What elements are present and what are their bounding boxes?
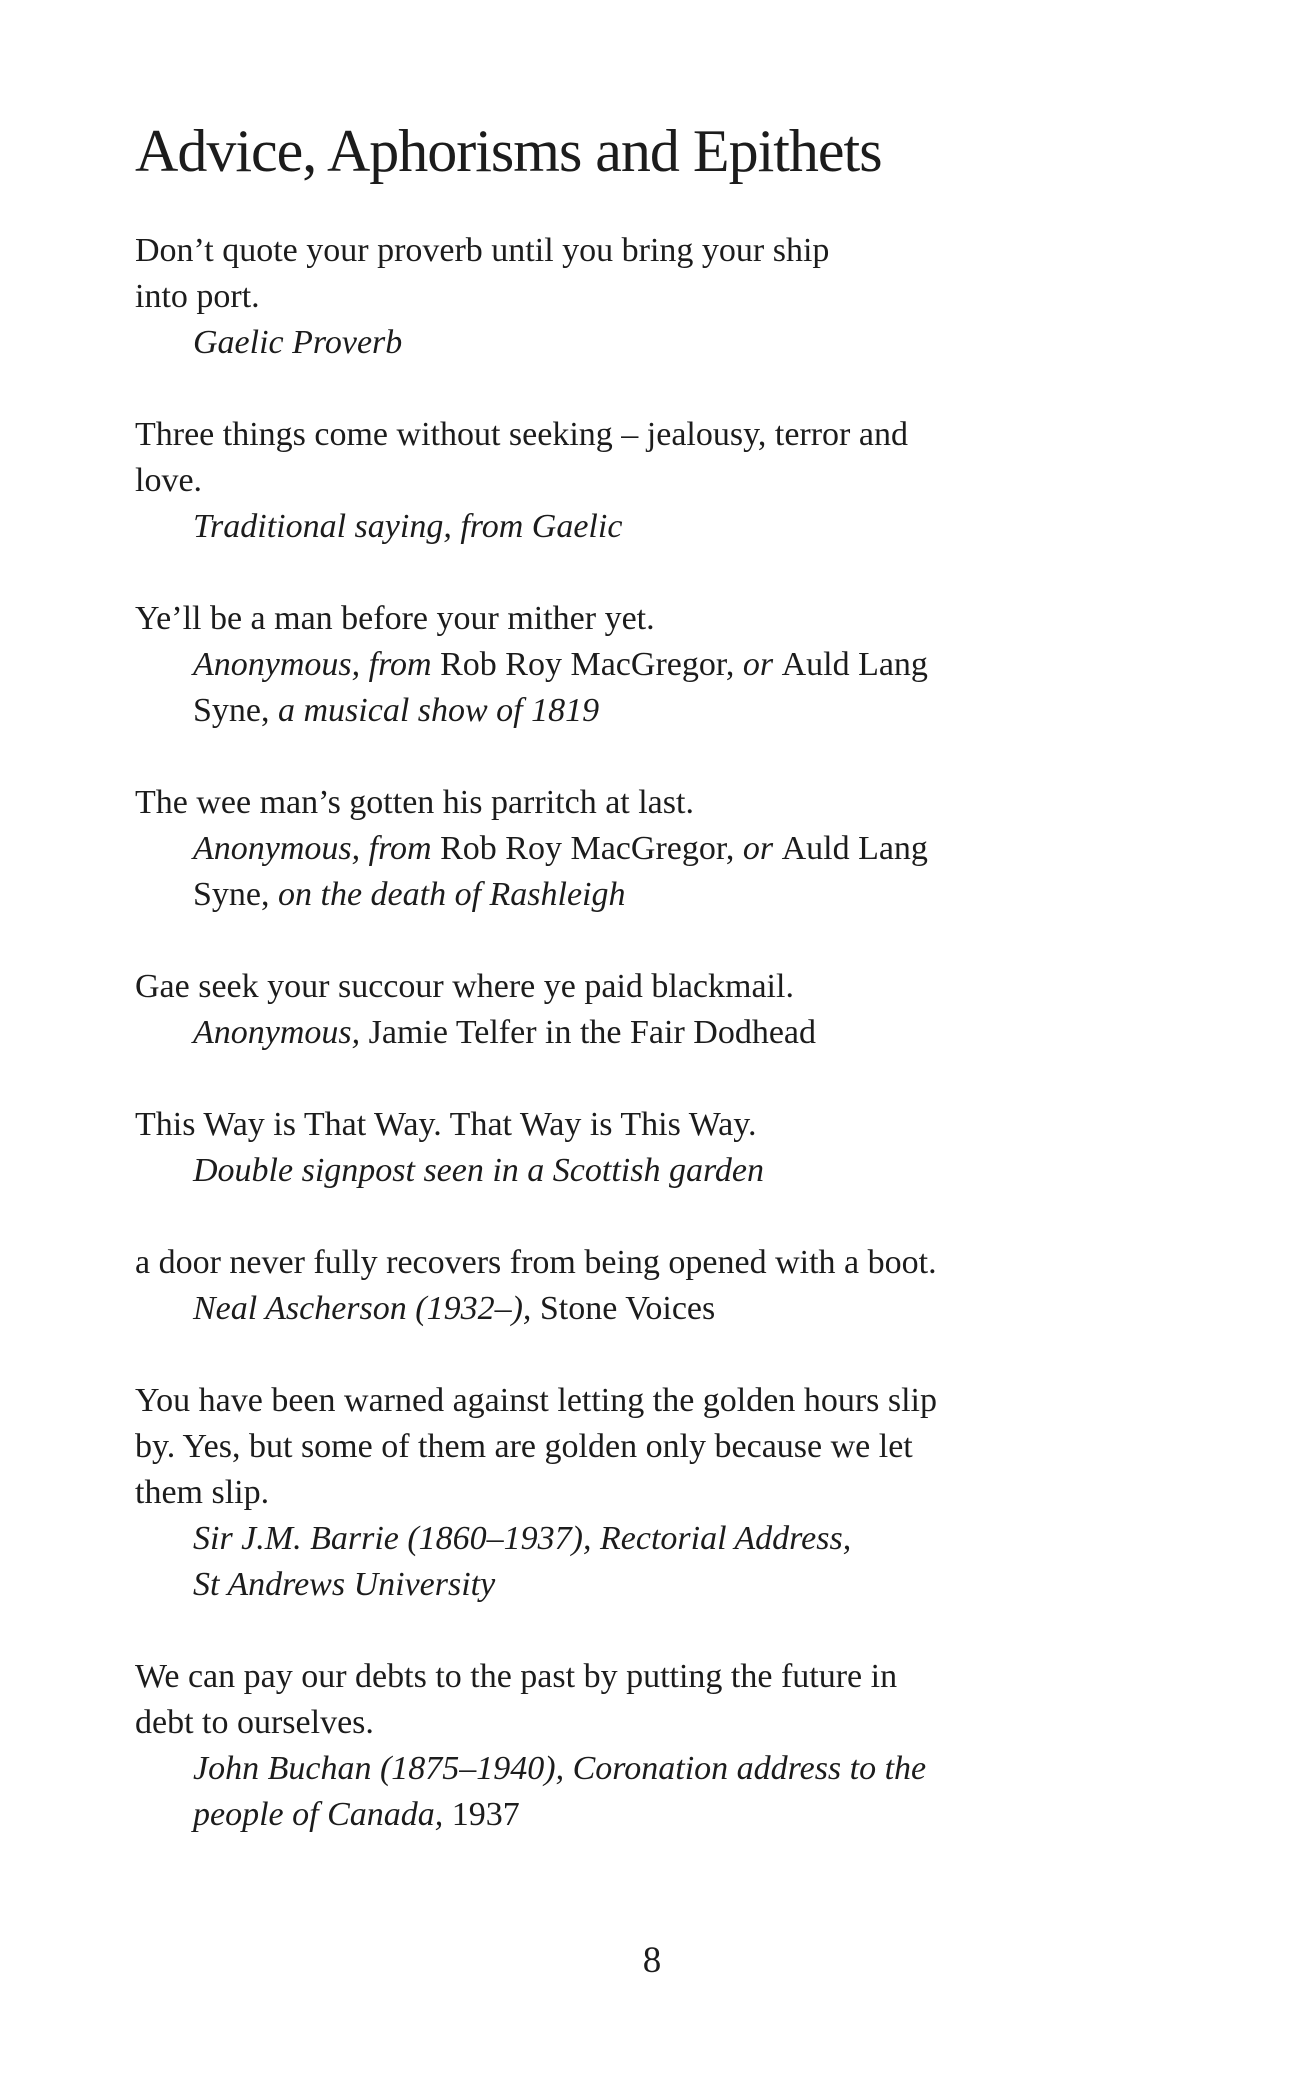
attribution-italic-segment: Anonymous, from [193,646,441,683]
attribution-line [193,1148,1184,1194]
quote-block [135,228,1184,366]
attribution-italic-segment: Gaelic Proverb [193,324,403,361]
quote-text-line: by. Yes, but some of them are golden only because we let [135,1428,913,1465]
attribution-line [193,826,1184,872]
quote-block [135,1102,1184,1194]
attribution-italic-segment: Anonymous, [193,1014,369,1051]
quote-text-line: love. [135,462,203,499]
quote-block [135,596,1184,734]
quote-text-line: You have been warned against letting the golden hours slip [135,1382,938,1419]
attribution-roman-segment: Rob Roy MacGregor, [440,830,743,867]
attribution-line [193,1746,1184,1792]
attribution-line [193,1286,1184,1332]
attribution-roman-segment: Auld Lang [781,646,928,683]
page-number: 8 [642,1940,662,1981]
quote-text-line: Don’t quote your proverb until you bring your ship [135,232,830,269]
attribution-italic-segment: Sir J.M. Barrie (1860–1937), Rectorial Address, [193,1520,852,1557]
attribution-italic-segment: St Andrews University [193,1566,496,1603]
attribution-italic-segment: a musical show of 1819 [278,692,600,729]
quote-block [135,780,1184,918]
page-title: Advice, Aphorisms and Epithets [135,118,882,184]
quotes-list [135,228,1184,1838]
attribution-roman-segment: 1937 [451,1796,520,1833]
attribution-italic-segment: John Buchan (1875–1940), Coronation address to the [193,1750,927,1787]
quote-text-line: debt to ourselves. [135,1704,374,1741]
quote-text-line: Gae seek your succour where ye paid blackmail. [135,968,794,1005]
attribution-line [193,320,1184,366]
attribution-italic-segment: Double signpost seen in a Scottish garden [193,1152,765,1189]
quote-block [135,1654,1184,1838]
quote-block [135,412,1184,550]
attribution-line [193,1562,1184,1608]
quote-text-line: This Way is That Way. That Way is This Way. [135,1106,757,1143]
attribution-italic-segment: Anonymous, from [193,830,441,867]
attribution-roman-segment: Jamie Telfer in the Fair Dodhead [368,1014,817,1051]
attribution-italic-segment: Traditional saying, from Gaelic [193,508,623,545]
attribution-roman-segment: Auld Lang [781,830,928,867]
attribution-line [193,1010,1184,1056]
attribution-roman-segment: Syne, [193,692,278,729]
attribution-roman-segment: Rob Roy MacGregor, [440,646,743,683]
attribution-roman-segment: Syne, [193,876,278,913]
quote-text-line: We can pay our debts to the past by putting the future in [135,1658,898,1695]
quote-text-line: Ye’ll be a man before your mither yet. [135,600,655,637]
quote-text-line: a door never fully recovers from being opened with a boot. [135,1244,937,1281]
attribution-line [193,688,1184,734]
quote-block [135,1378,1184,1608]
attribution-roman-segment: Stone Voices [539,1290,716,1327]
quote-block [135,1240,1184,1332]
quote-block [135,964,1184,1056]
attribution-line [193,1792,1184,1838]
quote-text-line: into port. [135,278,260,315]
attribution-line [193,872,1184,918]
attribution-line [193,642,1184,688]
attribution-italic-segment: or [742,830,782,867]
attribution-line [193,504,1184,550]
attribution-line [193,1516,1184,1562]
quote-text-line: Three things come without seeking – jealousy, terror and [135,416,908,453]
attribution-italic-segment: people of Canada, [193,1796,452,1833]
attribution-italic-segment: or [742,646,782,683]
attribution-italic-segment: Neal Ascherson (1932–), [193,1290,540,1327]
quote-text-line: them slip. [135,1474,270,1511]
attribution-italic-segment: on the death of Rashleigh [278,876,626,913]
quote-text-line: The wee man’s gotten his parritch at last. [135,784,694,821]
